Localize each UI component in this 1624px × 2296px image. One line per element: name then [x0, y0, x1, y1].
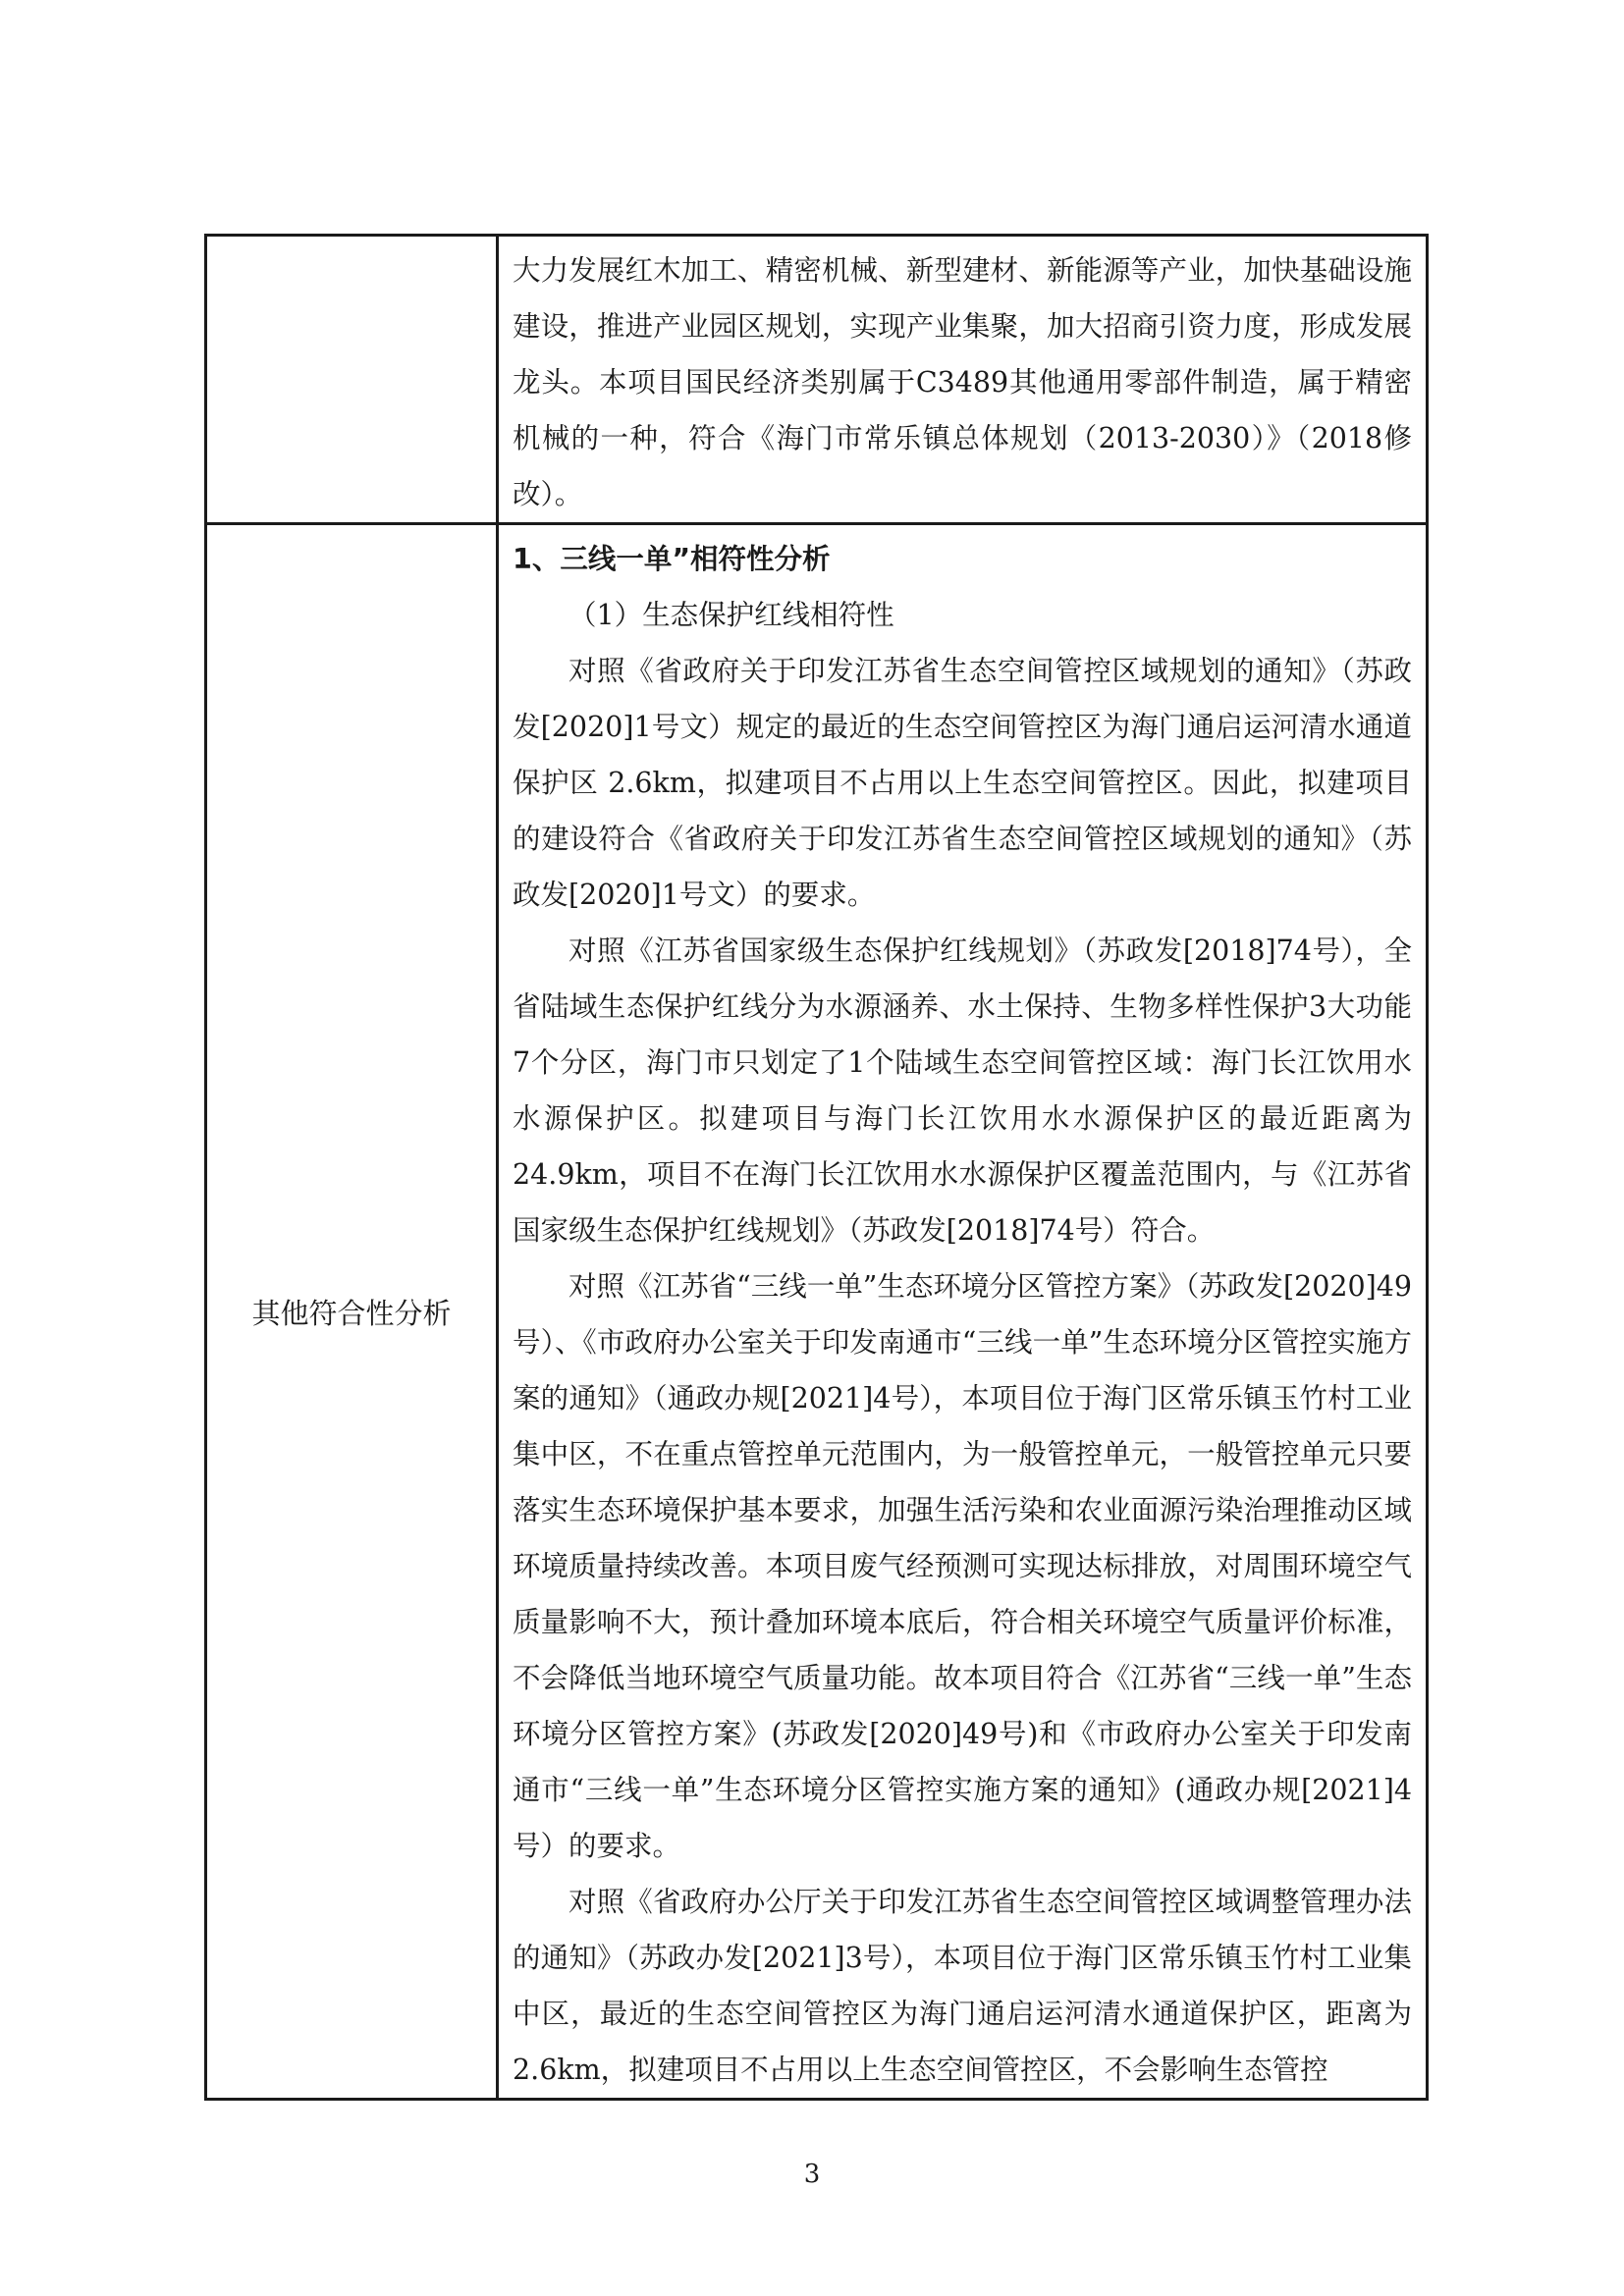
left-cell-empty: [206, 236, 498, 524]
subsection-heading: （1）生态保护红线相符性: [568, 599, 894, 631]
paragraph-1: 对照《省政府关于印发江苏省生态空间管控区域规划的通知》（苏政发[2020]1号文）规定的最近的生态空间管控区为海门通启运河清水通道保护区 2.6km，拟建项目不占用以上生态空间管控区。因此，拟建项目的建设符合《省政府关于印发江苏省生态空间管控区域规划的通知》（苏政发[2020]1号文）的要求。: [513, 655, 1412, 911]
row-label-other-compliance: 其他符合性分析: [206, 524, 498, 2100]
page-number: 3: [803, 2160, 821, 2189]
analysis-table: [204, 234, 1429, 2101]
paragraph-4: 对照《省政府办公厅关于印发江苏省生态空间管控区域调整管理办法的通知》（苏政办发[2021]3号），本项目位于海门区常乐镇玉竹村工业集中区，最近的生态空间管控区为海门通启运河清水通道保护区，距离为 2.6km，拟建项目不占用以上生态空间管控区，不会影响生态管控: [513, 1886, 1412, 2086]
continuation-paragraph: 大力发展红木加工、精密机械、新型建材、新能源等产业，加快基础设施建设，推进产业园区规划，实现产业集聚，加大招商引资力度，形成发展龙头。本项目国民经济类别属于C3489其他通用零部件制造，属于精密机械的一种，符合《海门市常乐镇总体规划（2013-2030）》（2018修改）。: [513, 254, 1412, 510]
table-row: [206, 524, 1428, 2100]
right-cell-continuation: [498, 236, 1428, 524]
section-heading: 1、三线一单”相符性分析: [513, 543, 831, 575]
table-row: [206, 236, 1428, 524]
paragraph-2: 对照《江苏省国家级生态保护红线规划》（苏政发[2018]74号），全省陆域生态保护红线分为水源涵养、水土保持、生物多样性保护3大功能7个分区，海门市只划定了1个陆域生态空间管控区域：海门长江饮用水水源保护区。拟建项目与海门长江饮用水水源保护区的最近距离为24.9km，项目不在海门长江饮用水水源保护区覆盖范围内，与《江苏省国家级生态保护红线规划》（苏政发[2018]74号）符合。: [513, 934, 1412, 1247]
paragraph-3: 对照《江苏省“三线一单”生态环境分区管控方案》（苏政发[2020]49号）、《市政府办公室关于印发南通市“三线一单”生态环境分区管控实施方案的通知》（通政办规[2021]4号），本项目位于海门区常乐镇玉竹村工业集中区，不在重点管控单元范围内，为一般管控单元，一般管控单元只要落实生态环境保护基本要求，加强生活污染和农业面源污染治理推动区域环境质量持续改善。本项目废气经预测可实现达标排放，对周围环境空气质量影响不大，预计叠加环境本底后，符合相关环境空气质量评价标准，不会降低当地环境空气质量功能。故本项目符合《江苏省“三线一单”生态环境分区管控方案》(苏政发[2020]49号)和《市政府办公室关于印发南通市“三线一单”生态环境分区管控实施方案的通知》(通政办规[2021]4号）的要求。: [513, 1270, 1412, 1862]
right-cell-analysis: [498, 524, 1428, 2100]
